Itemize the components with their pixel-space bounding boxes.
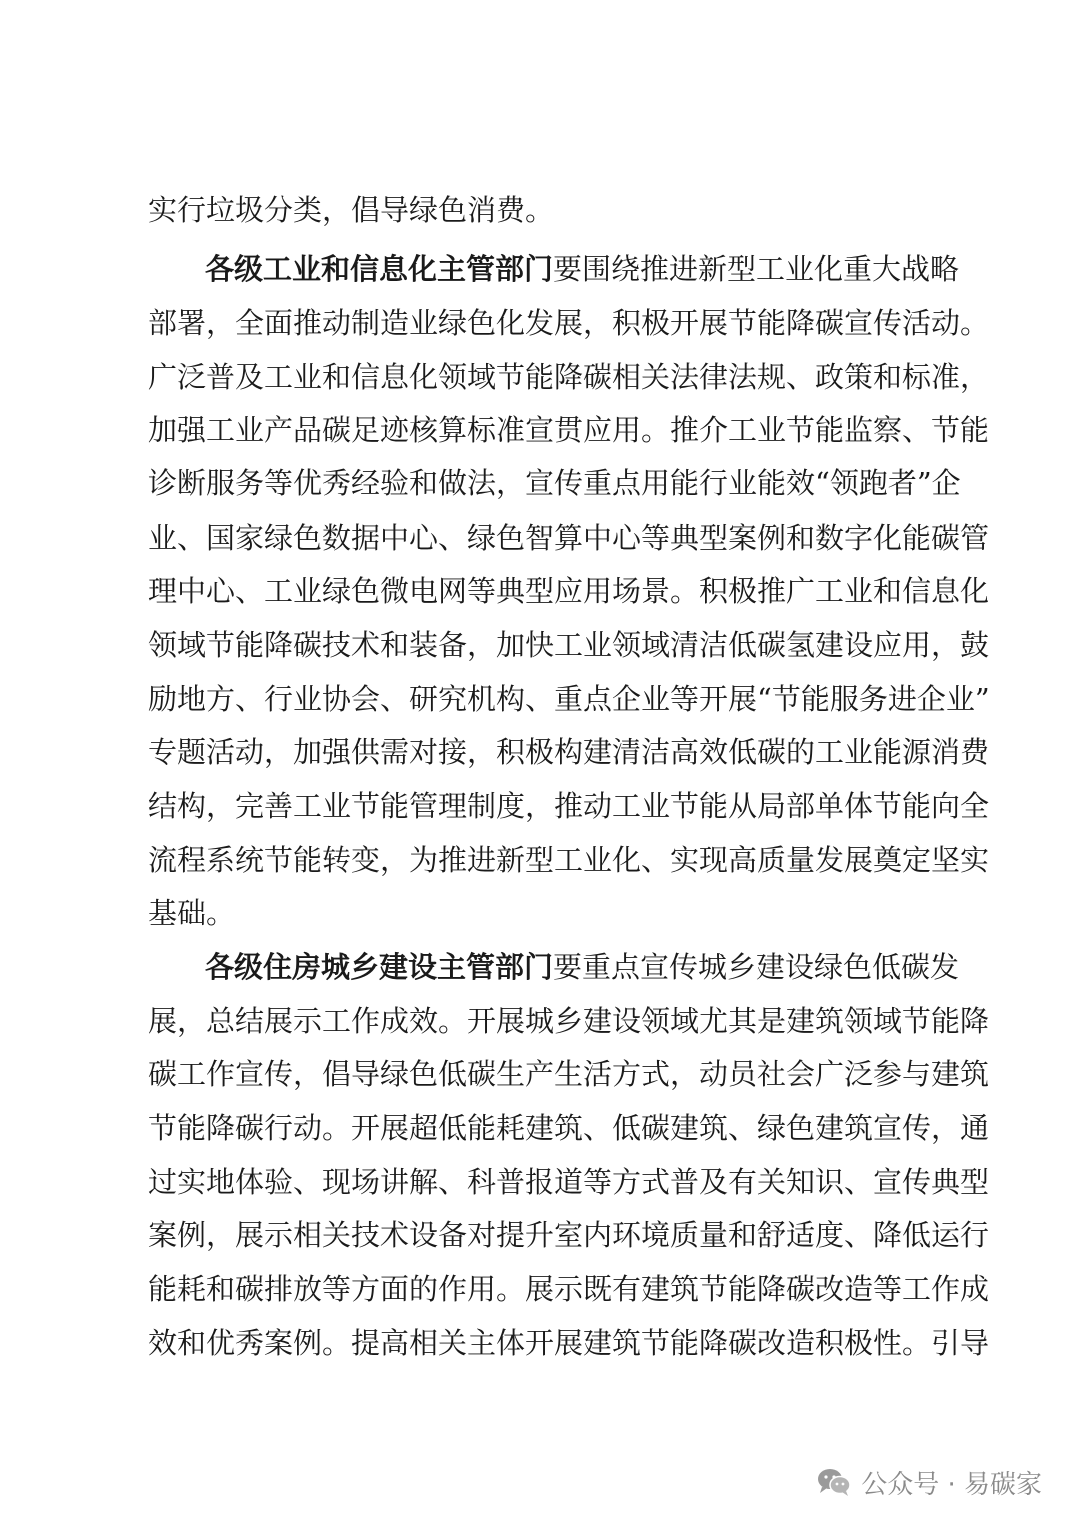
text-line: 专题活动，加强供需对接，积极构建清洁高效低碳的工业能源消费 xyxy=(148,735,990,769)
text-line: 业、国家绿色数据中心、绿色智算中心等典型案例和数字化能碳管 xyxy=(148,521,990,555)
text-line: 碳工作宣传，倡导绿色低碳生产生活方式，动员社会广泛参与建筑 xyxy=(148,1057,990,1091)
text-line: 节能降碳行动。开展超低能耗建筑、低碳建筑、绿色建筑宣传，通 xyxy=(148,1111,990,1145)
text-line: 加强工业产品碳足迹核算标准宣贯应用。推介工业节能监察、节能 xyxy=(148,413,990,447)
text-line: 各级工业和信息化主管部门要围绕推进新型工业化重大战略 xyxy=(205,252,960,286)
paragraph-lead: 各级住房城乡建设主管部门 xyxy=(205,950,554,984)
text-line: 流程系统节能转变，为推进新型工业化、实现高质量发展奠定坚实 xyxy=(148,843,990,877)
text-line: 效和优秀案例。提高相关主体开展建筑节能降碳改造积极性。引导 xyxy=(148,1326,990,1360)
text-line: 广泛普及工业和信息化领域节能降碳相关法律法规、政策和标准， xyxy=(148,360,990,394)
text-line: 励地方、行业协会、研究机构、重点企业等开展“节能服务进企业” xyxy=(148,682,990,716)
paragraph-lead: 各级工业和信息化主管部门 xyxy=(205,252,554,286)
text-line: 诊断服务等优秀经验和做法，宣传重点用能行业能效“领跑者”企 xyxy=(148,466,961,500)
text-line: 各级住房城乡建设主管部门要重点宣传城乡建设绿色低碳发 xyxy=(205,950,960,984)
text-line: 基础。 xyxy=(148,896,236,930)
text-line: 展，总结展示工作成效。开展城乡建设领域尤其是建筑领域节能降 xyxy=(148,1004,990,1038)
watermark-text: 公众号 · 易碳家 xyxy=(861,1469,1042,1500)
text-line: 理中心、工业绿色微电网等典型应用场景。积极推广工业和信息化 xyxy=(148,574,990,608)
text-line: 结构，完善工业节能管理制度，推动工业节能从局部单体节能向全 xyxy=(148,789,990,823)
text-line: 案例，展示相关技术设备对提升室内环境质量和舒适度、降低运行 xyxy=(148,1218,990,1252)
text-line: 实行垃圾分类，倡导绿色消费。 xyxy=(148,193,555,227)
text-line: 领域节能降碳技术和装备，加快工业领域清洁低碳氢建设应用，鼓 xyxy=(148,628,990,662)
watermark xyxy=(817,1462,1042,1502)
text-line: 能耗和碳排放等方面的作用。展示既有建筑节能降碳改造等工作成 xyxy=(148,1272,990,1306)
text-line: 部署，全面推动制造业绿色化发展，积极开展节能降碳宣传活动。 xyxy=(148,306,990,340)
wechat-icon xyxy=(817,1467,851,1497)
text-line: 过实地体验、现场讲解、科普报道等方式普及有关知识、宣传典型 xyxy=(148,1165,990,1199)
